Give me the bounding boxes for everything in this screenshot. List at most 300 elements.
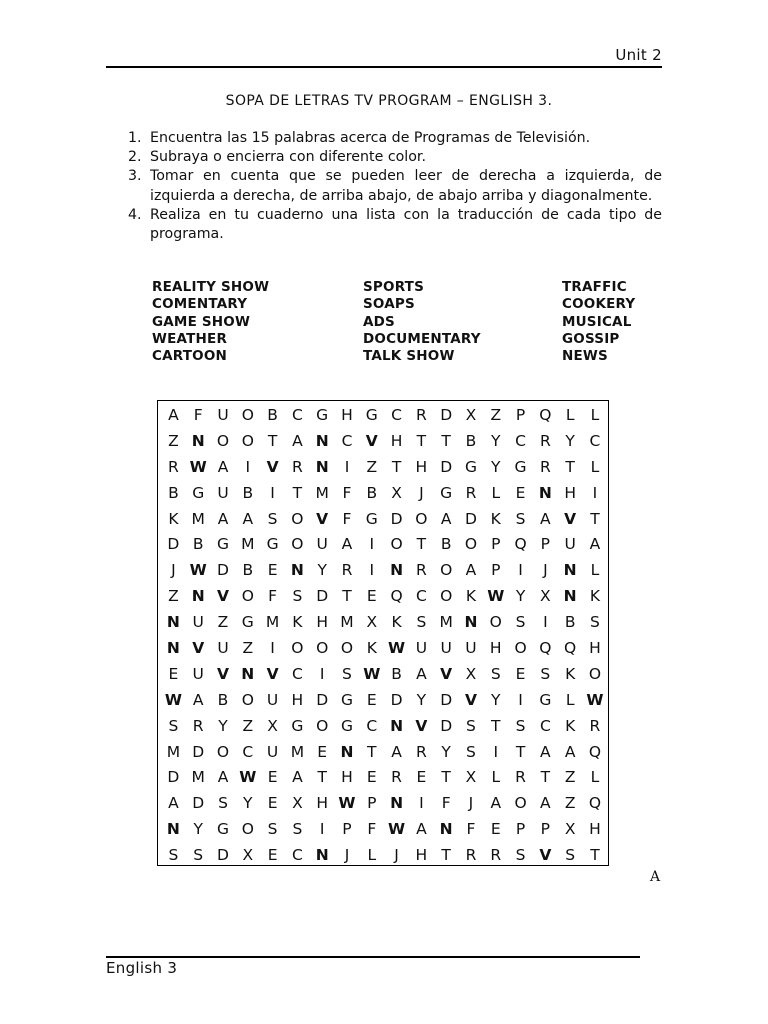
grid-cell: G <box>316 406 329 424</box>
grid-cell: T <box>540 768 551 787</box>
grid-cell: Q <box>539 639 552 658</box>
grid-cell: K <box>168 509 179 528</box>
grid-cell: N <box>166 820 180 839</box>
grid-cell: C <box>366 716 378 735</box>
grid-cell: U <box>440 639 452 658</box>
grid-cell: S <box>515 716 526 735</box>
grid-cell: S <box>292 587 303 606</box>
grid-cell: C <box>341 431 353 450</box>
word-bank-item: CARTOON <box>152 348 228 365</box>
grid-cell: O <box>291 509 304 528</box>
grid-cell: H <box>589 639 601 658</box>
grid-cell: Y <box>491 457 501 476</box>
grid-cell: G <box>440 483 453 502</box>
grid-cell: Y <box>416 690 427 709</box>
grid-cell: S <box>292 820 303 839</box>
grid-cell: K <box>565 716 576 735</box>
grid-cell: D <box>390 690 403 709</box>
word-bank-item: REALITY SHOW <box>152 279 270 295</box>
grid-cell: D <box>440 716 453 735</box>
grid-row <box>161 765 608 791</box>
grid-cell: Y <box>317 561 327 580</box>
grid-cell: C <box>515 431 526 450</box>
grid-cell: X <box>242 846 254 865</box>
grid-cell: N <box>563 587 577 606</box>
grid-cell: B <box>440 535 452 554</box>
grid-cell: F <box>268 587 278 606</box>
instruction-item <box>128 167 662 205</box>
grid-cell: D <box>192 794 205 813</box>
grid-cell: V <box>216 587 229 606</box>
grid-cell: T <box>590 846 600 865</box>
grid-cell: Z <box>564 794 576 813</box>
grid-cell: O <box>216 742 230 761</box>
grid-cell: T <box>515 742 526 761</box>
grid-cell: Z <box>168 587 179 606</box>
grid-cell: B <box>465 431 477 450</box>
grid-cell: A <box>564 742 576 761</box>
grid-cell: D <box>167 768 180 787</box>
grid-cell: I <box>270 483 275 502</box>
grid-row <box>161 429 608 455</box>
grid-cell: V <box>539 846 552 865</box>
grid-cell: V <box>266 457 279 476</box>
grid-cell: V <box>415 716 428 735</box>
grid-cell: R <box>465 483 477 502</box>
grid-cell: R <box>415 406 427 424</box>
grid-cell: I <box>518 561 523 580</box>
word-bank-column <box>363 279 481 365</box>
grid-cell: E <box>267 846 278 865</box>
grid-cell: T <box>441 768 451 787</box>
grid-cell: B <box>217 690 229 709</box>
grid-cell: H <box>589 820 601 839</box>
instruction-text: Realiza en tu cuaderno una lista con la traducción de cada tipo de programa. <box>150 206 662 243</box>
grid-cell: F <box>342 509 352 528</box>
grid-cell: K <box>366 639 377 658</box>
grid-cell: M <box>265 613 280 632</box>
grid-cell: L <box>565 406 575 424</box>
instructions-list <box>128 129 662 244</box>
grid-cell: T <box>441 846 451 865</box>
grid-cell: R <box>415 561 427 580</box>
grid-cell: Y <box>515 587 526 606</box>
grid-cell: G <box>365 406 378 424</box>
grid-cell: K <box>589 587 601 606</box>
grid-cell: M <box>340 613 354 632</box>
grid-cell: N <box>390 561 404 580</box>
grid-cell: R <box>391 768 402 787</box>
word-bank-item: WEATHER <box>152 330 228 347</box>
grid-cell: D <box>464 509 477 528</box>
grid-cell: A <box>292 431 303 450</box>
grid-cell: L <box>590 768 600 787</box>
grid-cell: J <box>468 794 474 813</box>
grid-cell: K <box>391 613 402 632</box>
footer-label: English 3 <box>106 959 178 977</box>
grid-cell: N <box>315 457 329 476</box>
grid-cell: U <box>316 535 328 554</box>
grid-cell: L <box>590 406 600 424</box>
grid-cell: I <box>543 613 548 632</box>
grid-cell: A <box>440 509 452 528</box>
grid-cell: D <box>167 535 180 554</box>
grid-row <box>161 558 608 584</box>
grid-cell: U <box>465 639 477 658</box>
grid-cell: V <box>365 431 378 450</box>
grid-cell: W <box>164 690 182 709</box>
grid-cell: O <box>340 639 354 658</box>
grid-cell: N <box>538 483 552 502</box>
grid-cell: D <box>440 690 453 709</box>
grid-cell: A <box>341 535 353 554</box>
grid-cell: L <box>590 457 600 476</box>
instruction-item <box>128 206 662 244</box>
grid-cell: C <box>242 742 254 761</box>
grid-cell: T <box>416 431 427 450</box>
grid-cell: M <box>315 483 329 502</box>
word-search-grid <box>157 400 609 866</box>
grid-cell: I <box>344 457 350 476</box>
grid-cell: H <box>390 431 403 450</box>
grid-cell: T <box>317 768 327 787</box>
word-bank-item: GAME SHOW <box>152 313 251 330</box>
grid-cell: U <box>192 613 204 632</box>
grid-cell: E <box>168 664 179 683</box>
grid-cell: E <box>515 664 526 683</box>
grid-cell: T <box>441 431 451 450</box>
grid-cell: I <box>592 483 598 502</box>
grid-cell: P <box>540 535 551 554</box>
grid-cell: R <box>539 431 551 450</box>
grid-cell: E <box>317 742 328 761</box>
word-bank-column <box>152 279 269 365</box>
grid-cell: L <box>565 690 575 709</box>
grid-cell: A <box>391 742 402 761</box>
grid-cell: N <box>390 716 404 735</box>
grid-cell: L <box>491 483 501 502</box>
grid-row <box>161 507 608 533</box>
grid-cell: N <box>166 639 180 658</box>
grid-row <box>161 481 608 507</box>
grid-cell: E <box>267 561 278 580</box>
instruction-text: Encuentra las 15 palabras acerca de Programas de Televisión. <box>150 130 591 146</box>
grid-cell: Q <box>588 794 602 813</box>
grid-cell: X <box>465 664 477 683</box>
grid-cell: Y <box>193 820 203 839</box>
grid-cell: D <box>440 406 453 424</box>
grid-cell: A <box>217 457 229 476</box>
grid-cell: U <box>217 483 229 502</box>
grid-cell: Z <box>564 768 576 787</box>
grid-cell: A <box>168 406 179 424</box>
grid-cell: X <box>391 483 402 502</box>
grid-row <box>161 584 608 610</box>
grid-cell: V <box>216 664 229 683</box>
grid-cell: G <box>340 690 353 709</box>
grid-cell: N <box>340 742 354 761</box>
grid-cell: U <box>192 664 204 683</box>
grid-cell: W <box>363 664 381 683</box>
grid-cell: B <box>564 613 576 632</box>
grid-cell: Q <box>514 535 527 554</box>
grid-cell: O <box>216 431 230 450</box>
grid-cell: N <box>464 613 478 632</box>
grid-cell: M <box>191 509 205 528</box>
grid-row <box>161 791 608 817</box>
grid-cell: T <box>491 716 501 735</box>
grid-cell: S <box>590 613 600 632</box>
grid-cell: O <box>514 794 527 813</box>
grid-cell: A <box>242 509 254 528</box>
grid-cell: Y <box>243 794 253 813</box>
stray-mark: A <box>650 869 661 885</box>
grid-cell: D <box>390 509 403 528</box>
grid-cell: R <box>589 716 601 735</box>
grid-cell: W <box>189 457 207 476</box>
grid-cell: N <box>439 820 453 839</box>
grid-cell: E <box>490 820 501 839</box>
grid-cell: E <box>515 483 526 502</box>
header-unit-label: Unit 2 <box>615 46 662 64</box>
word-bank-item: MUSICAL <box>562 313 632 330</box>
grid-cell: I <box>245 457 251 476</box>
grid-cell: K <box>465 587 477 606</box>
grid-cell: A <box>416 664 427 683</box>
grid-row <box>161 636 608 662</box>
grid-cell: O <box>241 820 254 839</box>
grid-cell: O <box>464 535 478 554</box>
grid-cell: C <box>291 406 303 424</box>
grid-cell: H <box>316 613 328 632</box>
grid-cell: A <box>540 794 551 813</box>
grid-cell: S <box>466 742 476 761</box>
grid-row <box>161 714 608 740</box>
grid-row <box>161 688 608 714</box>
grid-cell: S <box>515 509 526 528</box>
grid-cell: A <box>416 820 427 839</box>
grid-cell: D <box>217 846 229 865</box>
grid-cell: A <box>168 794 179 813</box>
grid-cell: J <box>543 561 548 580</box>
grid-cell: P <box>342 820 352 839</box>
grid-cell: M <box>241 535 255 554</box>
grid-cell: G <box>539 690 552 709</box>
grid-cell: O <box>489 613 502 632</box>
grid-cell: O <box>316 639 329 658</box>
grid-cell: U <box>217 406 229 424</box>
grid-cell: J <box>419 483 424 502</box>
grid-row <box>161 817 608 843</box>
grid-cell: M <box>439 613 453 632</box>
word-bank-item: SPORTS <box>363 279 425 295</box>
grid-cell: Q <box>588 742 602 761</box>
grid-row <box>161 532 608 558</box>
grid-cell: W <box>239 768 257 787</box>
grid-cell: G <box>464 457 477 476</box>
grid-cell: L <box>491 768 501 787</box>
word-bank-item: ADS <box>363 313 395 330</box>
instruction-number: 2. <box>128 149 142 166</box>
grid-cell: R <box>415 742 427 761</box>
grid-cell: Z <box>168 431 179 450</box>
grid-cell: B <box>366 483 378 502</box>
grid-cell: A <box>540 509 551 528</box>
grid-cell: P <box>367 794 377 813</box>
grid-cell: X <box>465 768 477 787</box>
grid-cell: P <box>540 820 551 839</box>
grid-cell: I <box>319 664 325 683</box>
grid-cell: P <box>491 535 501 554</box>
grid-cell: Z <box>366 457 378 476</box>
grid-cell: U <box>415 639 428 658</box>
grid-cell: H <box>415 846 428 865</box>
grid-cell: T <box>267 431 278 450</box>
grid-cell: X <box>267 716 278 735</box>
grid-cell: G <box>241 613 254 632</box>
grid-cell: N <box>315 846 329 865</box>
grid-cell: U <box>266 690 279 709</box>
grid-cell: N <box>290 561 304 580</box>
grid-cell: O <box>514 639 527 658</box>
grid-cell: G <box>192 483 205 502</box>
instruction-text: Tomar en cuenta que se pueden leer de derecha a izquierda, de izquierda a derecha, de arriba abajo, de abajo arriba y diagonalmente. <box>150 168 662 204</box>
grid-cell: D <box>440 457 453 476</box>
grid-cell: C <box>589 431 601 450</box>
grid-cell: N <box>390 794 404 813</box>
grid-cell: M <box>290 742 305 761</box>
grid-cell: H <box>341 406 353 424</box>
grid-cell: P <box>491 561 501 580</box>
grid-cell: A <box>589 535 601 554</box>
grid-cell: V <box>464 690 477 709</box>
grid-cell: X <box>366 613 378 632</box>
grid-cell: G <box>216 820 229 839</box>
grid-cell: P <box>515 406 526 424</box>
grid-cell: T <box>590 509 600 528</box>
grid-cell: X <box>564 820 576 839</box>
grid-cell: Z <box>490 406 502 424</box>
grid-cell: G <box>216 535 229 554</box>
grid-cell: B <box>168 483 179 502</box>
grid-cell: G <box>365 509 378 528</box>
grid-cell: S <box>515 846 526 865</box>
grid-cell: S <box>416 613 427 632</box>
grid-cell: X <box>465 406 477 424</box>
grid-cell: I <box>369 561 375 580</box>
grid-cell: N <box>241 664 255 683</box>
grid-cell: I <box>518 690 523 709</box>
grid-row <box>161 403 608 429</box>
grid-cell: F <box>193 406 203 424</box>
grid-row <box>161 843 608 869</box>
grid-cell: C <box>291 846 303 865</box>
grid-cell: R <box>490 846 502 865</box>
grid-row <box>161 455 608 481</box>
grid-cell: B <box>242 483 254 502</box>
grid-cell: S <box>168 716 179 735</box>
grid-cell: D <box>192 742 205 761</box>
grid-cell: U <box>564 535 576 554</box>
grid-cell: R <box>515 768 526 787</box>
word-bank-item: DOCUMENTARY <box>363 330 481 347</box>
grid-cell: K <box>292 613 303 632</box>
grid-cell: A <box>465 561 477 580</box>
grid-cell: T <box>391 457 402 476</box>
grid-cell: I <box>270 639 275 658</box>
grid-cell: A <box>540 742 551 761</box>
grid-cell: O <box>440 561 453 580</box>
grid-cell: Y <box>441 742 451 761</box>
grid-cell: B <box>267 406 278 424</box>
grid-cell: Q <box>564 639 577 658</box>
grid-cell: L <box>367 846 377 865</box>
grid-cell: R <box>192 716 204 735</box>
grid-cell: Y <box>491 690 501 709</box>
grid-cell: B <box>391 664 402 683</box>
grid-cell: W <box>189 561 207 580</box>
grid-cell: Y <box>565 431 575 450</box>
word-bank-item: COMENTARY <box>152 296 248 313</box>
grid-cell: L <box>590 561 600 580</box>
grid-cell: J <box>171 561 176 580</box>
word-bank-item: TALK SHOW <box>363 348 455 365</box>
grid-cell: I <box>419 794 424 813</box>
grid-cell: Y <box>218 716 228 735</box>
grid-cell: V <box>266 664 279 683</box>
grid-cell: U <box>266 742 279 761</box>
grid-cell: H <box>316 794 328 813</box>
grid-cell: V <box>440 664 453 683</box>
grid-cell: J <box>344 846 350 865</box>
grid-cell: V <box>192 639 205 658</box>
grid-cell: M <box>166 742 181 761</box>
grid-cell: X <box>540 587 551 606</box>
grid-cell: R <box>465 846 477 865</box>
grid-cell: O <box>588 664 602 683</box>
grid-cell: U <box>217 639 229 658</box>
grid-cell: O <box>241 431 254 450</box>
grid-cell: O <box>316 716 329 735</box>
grid-cell: B <box>242 561 254 580</box>
grid-cell: B <box>192 535 204 554</box>
grid-cell: N <box>315 431 329 450</box>
grid-cell: F <box>342 483 352 502</box>
grid-cell: K <box>490 509 501 528</box>
grid-cell: I <box>369 535 375 554</box>
grid-cell: F <box>466 820 476 839</box>
word-bank-item: GOSSIP <box>562 330 620 347</box>
grid-cell: S <box>267 509 278 528</box>
grid-cell: S <box>565 846 576 865</box>
instruction-item <box>128 129 662 148</box>
grid-cell: R <box>539 457 551 476</box>
grid-cell: S <box>218 794 228 813</box>
grid-cell: H <box>489 639 502 658</box>
grid-cell: S <box>267 820 278 839</box>
grid-cell: Y <box>491 431 501 450</box>
grid-cell: V <box>316 509 329 528</box>
grid-cell: G <box>340 716 353 735</box>
grid-cell: Z <box>217 613 229 632</box>
grid-cell: P <box>515 820 526 839</box>
grid-cell: G <box>266 535 279 554</box>
grid-cell: H <box>341 768 353 787</box>
instruction-number: 4. <box>128 206 142 223</box>
word-bank-column <box>562 279 635 365</box>
grid-cell: M <box>191 768 205 787</box>
grid-cell: O <box>415 509 428 528</box>
